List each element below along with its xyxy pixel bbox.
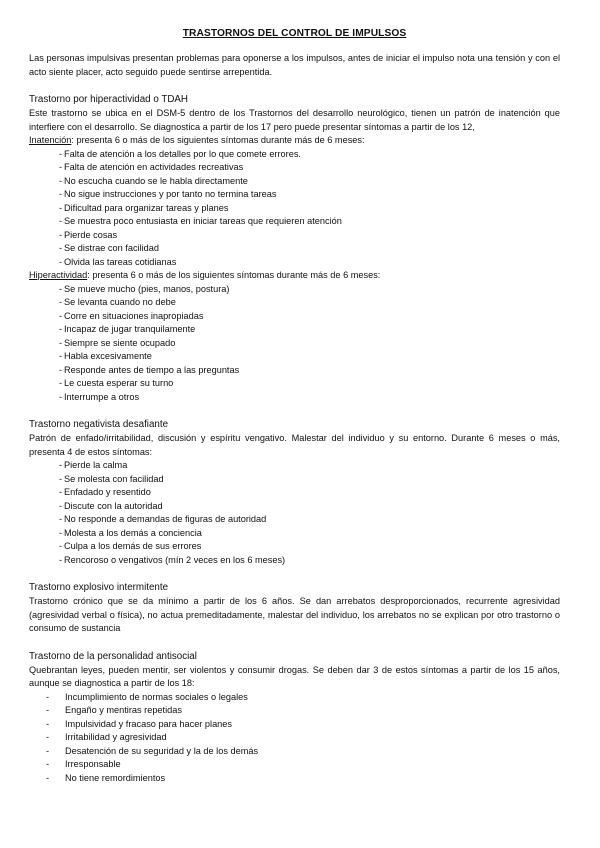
section-heading: Trastorno explosivo intermitente (29, 582, 169, 593)
list-item: - Impulsividad y fracaso para hacer planes (29, 718, 560, 732)
list-item: - No tiene remordimientos (29, 772, 560, 786)
list-item: - No responde a demandas de figuras de autoridad (29, 513, 560, 527)
list-item: - Siempre se siente ocupado (29, 337, 560, 351)
list-item: - Pierde cosas (29, 229, 560, 243)
hiperactividad-label: Hiperactividad (29, 270, 88, 280)
section-explosivo (29, 581, 560, 636)
list-item: - Interrumpe a otros (29, 391, 560, 405)
list-item: - No sigue instrucciones y por tanto no termina tareas (29, 188, 560, 202)
list-item: - Enfadado y resentido (29, 486, 560, 500)
section-heading: Trastorno por hiperactividad o TDAH (29, 94, 188, 105)
inatencion-text: : presenta 6 o más de los siguientes síntomas durante más de 6 meses: (71, 135, 365, 145)
list-item: - Falta de atención en actividades recreativas (29, 161, 560, 175)
negativista-list (29, 459, 560, 567)
list-item: - Se mueve mucho (pies, manos, postura) (29, 283, 560, 297)
section-description: Quebrantan leyes, pueden mentir, ser violentos y consumir drogas. Se deben dar 3 de estos síntomas a partir de los 15 años, aunque se diagnostica a partir de los 18: (29, 664, 560, 688)
list-item: - Discute con la autoridad (29, 500, 560, 514)
list-item: - Rencoroso o vengativos (mín 2 veces en los 6 meses) (29, 554, 560, 568)
section-description: Este trastorno se ubica en el DSM-5 dentro de los Trastornos del desarrollo neurológico, tienen un patrón de inatención que interfiere con el desarrollo. Se diagnostica a partir de los 17 pero puede presentar síntomas a partir de los 12, (29, 108, 560, 132)
inatencion-intro (29, 134, 560, 148)
section-heading: Trastorno de la personalidad antisocial (29, 650, 197, 662)
list-item: - Desatención de su seguridad y la de los demás (29, 745, 560, 759)
section-heading: Trastorno negativista desafiante (29, 419, 169, 430)
list-item: - Se molesta con facilidad (29, 473, 560, 487)
hiperactividad-text: : presenta 6 o más de los siguientes síntomas durante más de 6 meses: (87, 270, 381, 280)
list-item: - Responde antes de tiempo a las preguntas (29, 364, 560, 378)
list-item: - Falta de atención a los detalles por lo que comete errores. (29, 148, 560, 162)
list-item: - Le cuesta esperar su turno (29, 377, 560, 391)
list-item: - Olvida las tareas cotidianas (29, 256, 560, 270)
list-item: - Se levanta cuando no debe (29, 296, 560, 310)
list-item: - Irresponsable (29, 758, 560, 772)
inatencion-label: Inatención (29, 135, 72, 145)
list-item: - Corre en situaciones inapropiadas (29, 310, 560, 324)
hiperactividad-intro (29, 269, 560, 283)
section-antisocial (29, 650, 560, 786)
section-description: Trastorno crónico que se da mínimo a partir de los 6 años. Se dan arrebatos desproporcionados, recurrente agresividad (agresividad verbal o física), no actua premeditadamente, malestar del individuo, los arrebatos no se explican por otro trastorno o consumo de sustancia (29, 596, 560, 633)
list-item: - No escucha cuando se le habla directamente (29, 175, 560, 189)
inatencion-list (29, 148, 560, 270)
section-tdah (29, 93, 560, 404)
section-negativista (29, 418, 560, 567)
list-item: - Dificultad para organizar tareas y planes (29, 202, 560, 216)
document-title: TRASTORNOS DEL CONTROL DE IMPULSOS (182, 28, 407, 39)
list-item: - Culpa a los demás de sus errores (29, 540, 560, 554)
list-item: - Se distrae con facilidad (29, 242, 560, 256)
antisocial-list (29, 691, 560, 786)
list-item: - Irritabilidad y agresividad (29, 731, 560, 745)
list-item: - Molesta a los demás a conciencia (29, 527, 560, 541)
list-item: - Engaño y mentiras repetidas (29, 704, 560, 718)
list-item: - Incumplimiento de normas sociales o legales (29, 691, 560, 705)
hiperactividad-list (29, 283, 560, 405)
list-item: - Incapaz de jugar tranquilamente (29, 323, 560, 337)
list-item: - Habla excesivamente (29, 350, 560, 364)
intro-paragraph: Las personas impulsivas presentan problemas para oponerse a los impulsos, antes de iniciar el impulso nota una tensión y con el acto siente placer, acto seguido puede sentirse arrepentida. (29, 53, 560, 77)
list-item: - Pierde la calma (29, 459, 560, 473)
section-description: Patrón de enfado/irritabilidad, discusión y espíritu vengativo. Malestar del individuo y su entorno. Durante 6 meses o más, presenta 4 de estos síntomas: (29, 433, 560, 457)
list-item: - Se muestra poco entusiasta en iniciar tareas que requieren atención (29, 215, 560, 229)
